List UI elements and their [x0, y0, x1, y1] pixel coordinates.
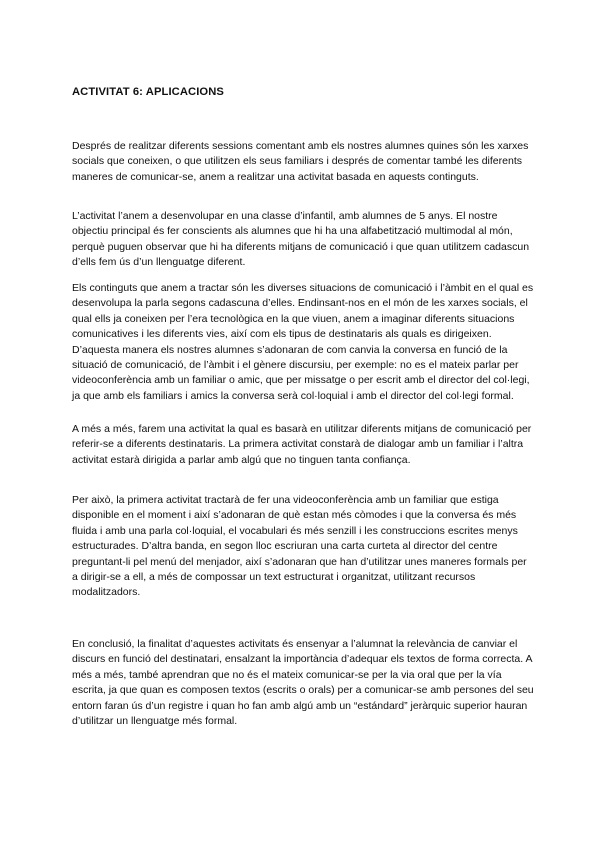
paragraph-activity-overview: A més a més, farem una activitat la qual es basarà en utilitzar diferents mitjans de comunicació per referir-se a diferents destinataris. La primera activitat constarà de dialogar amb un familiar i l’altra activitat estarà dirigida a parlar amb algú que no tinguen tanta confiança.: [72, 423, 532, 466]
document-title: ACTIVITAT 6: APLICACIONS: [72, 86, 224, 98]
paragraph-activity-details: Per això, la primera activitat tractarà de fer una videoconferència amb un familiar que estiga disponible en el moment i així s’adonaran de què estan més còmodes i que la conversa és més fluida i amb una parla col·loquial, el vocabulari és més senzill i les construccions escrites menys estructurades. D’altra banda, en segon lloc escriuran una carta curteta al director del centre preguntant-li pel menú del menjador, així s’adonaran que han d’utilitzar unes maneres formals per a dirigir-se a ell, a més de compossar un text estructurat i organitzat, utilitzant recursos modalitzadors.: [72, 494, 527, 599]
paragraph-contents: Els continguts que anem a tractar són les diverses situacions de comunicació i l’àmbit en el qual es desenvolupa la parla segons cadascuna d’elles. Endinsant-nos en el món de les xarxes socials, el qual ells ja coneixen per l’era tecnològica en la que viuen, anem a imaginar diferents situacions comunicatives i les diferents vies, així com els tipus de destinataris als quals es dirigeixen. D’aquesta manera els nostres alumnes s’adonaran de com canvia la conversa en funció de la situació de comunicació, de l’àmbit i el gènere discursiu, per exemple: no es el mateix parlar per videoconferència amb un familiar o amic, que per missatge o per escrit amb el director del col·legi, ja que amb els familiars i amics la conversa serà col·loquial i amb el director del col·legi formal.: [72, 282, 534, 402]
paragraph-introduction: Després de realitzar diferents sessions comentant amb els nostres alumnes quines són les xarxes socials que coneixen, o que utilitzen els seus familiars i després de comentar també les diferents maneres de comunicar-se, anem a realitzar una activitat basada en aquests continguts.: [72, 140, 529, 183]
paragraph-conclusion: En conclusió, la finalitat d’aquestes activitats és ensenyar a l’alumnat la relevància de canviar el discurs en funció del destinatari, ensalzant la importància d’adequar els textos de forma correcta. A més a més, també aprendran que no és el mateix comunicar-se per la via oral que per la vía escrita, ja que quan es composen textos (escrits o orals) per a comunicar-se amb persones del seu entorn faran ús d’un registre i quan ho fan amb algú amb un “estándard” jeràrquic superior hauran d’utilitzar un llenguatge més formal.: [72, 638, 534, 728]
paragraph-objective: L’activitat l’anem a desenvolupar en una classe d’infantil, amb alumnes de 5 anys. El nostre objectiu principal és fer conscients als alumnes que hi ha una alfabetització multimodal al món, perquè puguen observar que hi ha diferents mitjans de comunicació i que quan utilitzem cadascun d’ells fem ús d’un llenguatge diferent.: [72, 210, 530, 269]
